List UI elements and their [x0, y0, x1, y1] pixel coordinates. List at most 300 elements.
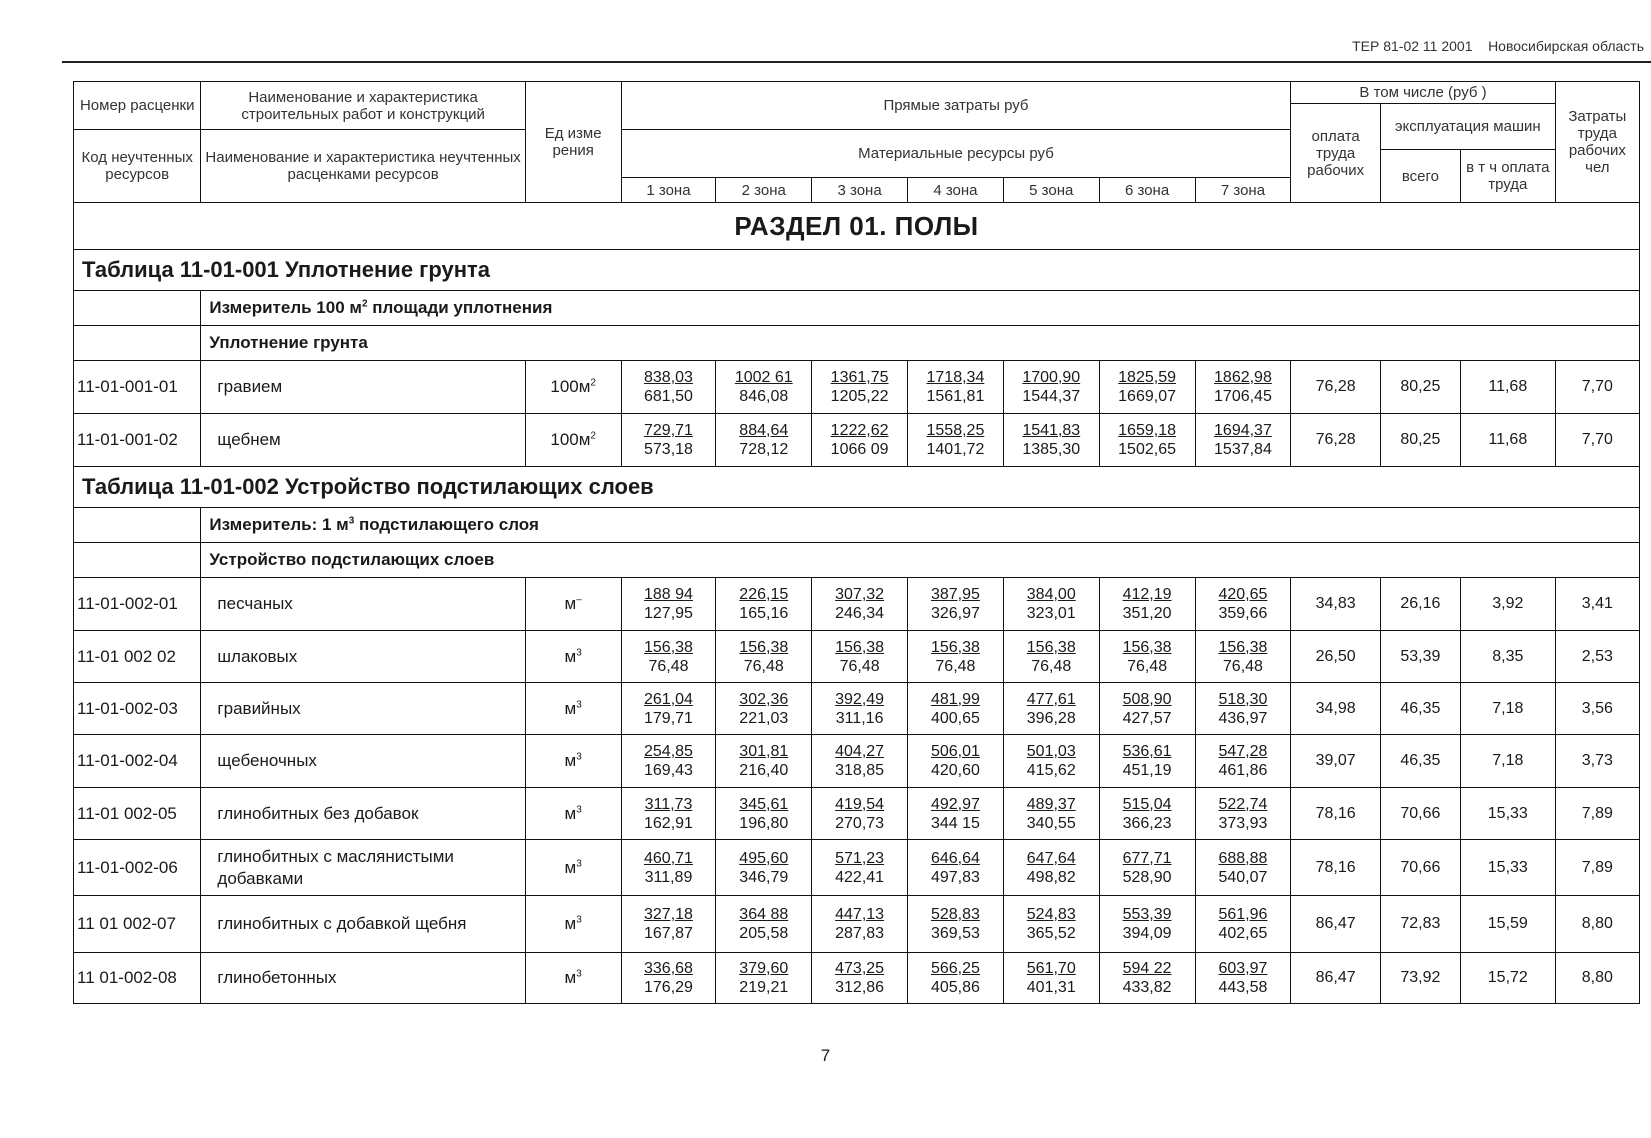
direct-cost: 1002 61 [734, 369, 793, 386]
material-cost: 436,97 [1218, 709, 1268, 727]
document-region: Новосибирская область [1488, 38, 1644, 54]
material-cost: 365,52 [1026, 925, 1076, 942]
unit-exponent: 2 [590, 377, 596, 389]
direct-cost: 364 88 [739, 906, 789, 923]
work-name: глинобитных с добавкой щебня [201, 896, 525, 953]
machines-total-value: 70,66 [1380, 840, 1460, 896]
wages-value: 26,50 [1291, 631, 1381, 683]
direct-cost: 261,04 [644, 690, 693, 708]
material-cost: 1205,22 [830, 388, 889, 405]
direct-cost: 1222,62 [830, 422, 889, 439]
zone-cost-cell [908, 735, 1004, 788]
unit-exponent: 3 [576, 968, 582, 980]
table-title: Таблица 11-01-001 Уплотнение грунта [74, 250, 1640, 291]
direct-cost: 838,03 [644, 369, 693, 386]
zone-cost-cell [621, 788, 716, 840]
zone-cost-cell [812, 896, 908, 953]
unit-text: 100м [550, 430, 591, 449]
zone-cost-cell [716, 361, 812, 414]
material-cost: 394,09 [1122, 925, 1172, 942]
direct-cost: 677,71 [1122, 849, 1172, 867]
table-row [74, 631, 1640, 683]
page-number: 7 [820, 1046, 831, 1065]
zone-header-3: 3 зона [812, 178, 908, 203]
material-cost: 540,07 [1218, 868, 1268, 886]
direct-cost: 571,23 [835, 849, 885, 867]
material-cost: 165,16 [739, 605, 789, 622]
zone-cost-cell [1003, 953, 1099, 1004]
material-cost: 1561,81 [926, 388, 985, 405]
empty-cell [74, 543, 201, 578]
material-cost: 176,29 [644, 979, 693, 996]
work-name: гравийных [201, 683, 525, 735]
material-cost: 127,95 [644, 605, 693, 622]
zone-header-1: 1 зона [621, 178, 716, 203]
direct-cost: 302,36 [739, 690, 789, 708]
wages-value: 34,98 [1291, 683, 1381, 735]
zone-cost-cell [1099, 361, 1195, 414]
zone-cost-cell [1099, 840, 1195, 896]
table-row [74, 788, 1640, 840]
material-cost: 1066 09 [830, 441, 889, 458]
header-resource-name: Наименование и характеристика неучтенных расценками ресурсов [201, 130, 525, 203]
zone-cost-cell [812, 361, 908, 414]
material-cost: 169,43 [644, 762, 693, 779]
work-name: глинобитных без добавок [201, 788, 525, 840]
unit-text: м [564, 914, 577, 933]
machines-wage-value: 15,59 [1460, 896, 1555, 953]
direct-cost: 481,99 [930, 690, 980, 708]
material-cost: 340,55 [1026, 814, 1076, 832]
table-row [74, 414, 1640, 467]
labor-value: 7,70 [1555, 414, 1639, 467]
empty-cell [74, 291, 201, 326]
unit-exponent: – [576, 594, 582, 606]
direct-cost: 501,03 [1026, 743, 1076, 760]
material-cost: 287,83 [835, 925, 885, 942]
zone-header-4: 4 зона [908, 178, 1004, 203]
unit-exponent: 3 [576, 698, 582, 710]
wages-value: 76,28 [1291, 361, 1381, 414]
material-cost: 369,53 [930, 925, 980, 942]
machines-wage-value: 3,92 [1460, 578, 1555, 631]
material-cost: 167,87 [644, 925, 693, 942]
machines-wage-value: 7,18 [1460, 683, 1555, 735]
zone-cost-cell [716, 896, 812, 953]
material-cost: 1706,45 [1214, 388, 1272, 405]
zone-cost-cell [1003, 361, 1099, 414]
material-cost: 1385,30 [1022, 441, 1081, 458]
zone-cost-cell [1003, 578, 1099, 631]
unit-text: м [564, 803, 577, 823]
unit-cell [525, 840, 621, 896]
material-cost: 1669,07 [1118, 388, 1176, 405]
material-cost: 76,48 [1222, 657, 1263, 675]
zone-cost-cell [621, 578, 716, 631]
table-measure [201, 508, 1640, 543]
zone-cost-cell [908, 840, 1004, 896]
material-cost: 443,58 [1218, 979, 1268, 996]
direct-cost: 547,28 [1218, 743, 1268, 760]
work-name: песчаных [201, 578, 525, 631]
zone-cost-cell [716, 735, 812, 788]
zone-cost-cell [1195, 896, 1291, 953]
labor-value: 3,73 [1555, 735, 1639, 788]
header-wages: оплата труда рабочих [1291, 104, 1381, 203]
material-cost: 420,60 [930, 762, 980, 779]
material-cost: 728,12 [739, 441, 789, 458]
zone-cost-cell [812, 414, 908, 467]
rate-code: 11 01 002-07 [74, 896, 201, 953]
document-header [62, 38, 1644, 54]
unit-cell [525, 896, 621, 953]
direct-cost: 188 94 [644, 586, 693, 603]
measure-exponent: 3 [348, 515, 355, 527]
unit-text: м [564, 968, 577, 987]
zone-cost-cell [1099, 788, 1195, 840]
unit-exponent: 3 [576, 646, 582, 658]
table-row [74, 953, 1640, 1004]
material-cost: 318,85 [835, 762, 885, 779]
zone-cost-cell [812, 578, 908, 631]
zone-cost-cell [1195, 578, 1291, 631]
material-cost: 76,48 [1127, 657, 1168, 675]
direct-cost: 254,85 [644, 743, 693, 760]
machines-total-value: 46,35 [1380, 735, 1460, 788]
direct-cost: 156,38 [739, 638, 789, 656]
zone-cost-cell [1195, 683, 1291, 735]
direct-cost: 729,71 [644, 422, 693, 439]
zone-cost-cell [1099, 578, 1195, 631]
direct-cost: 528,83 [930, 906, 980, 923]
table-title: Таблица 11-01-002 Устройство подстилающих слоев [74, 467, 1640, 508]
direct-cost: 566,25 [930, 960, 980, 977]
unit-cell [525, 414, 621, 467]
zone-cost-cell [621, 953, 716, 1004]
zone-cost-cell [1195, 735, 1291, 788]
zone-cost-cell [1195, 361, 1291, 414]
measure-suffix: площади уплотнения [367, 298, 553, 317]
material-cost: 402,65 [1218, 925, 1268, 942]
material-cost: 846,08 [739, 388, 789, 405]
zone-cost-cell [1003, 788, 1099, 840]
direct-cost: 518,30 [1218, 690, 1268, 708]
table-row [74, 683, 1640, 735]
direct-cost: 473,25 [835, 960, 885, 977]
zone-cost-cell [621, 896, 716, 953]
machines-wage-value: 11,68 [1460, 361, 1555, 414]
direct-cost: 1700,90 [1022, 369, 1081, 386]
material-cost: 401,31 [1026, 979, 1076, 996]
material-cost: 396,28 [1026, 709, 1076, 727]
material-cost: 451,19 [1122, 762, 1172, 779]
material-cost: 461,86 [1218, 762, 1268, 779]
direct-cost: 460,71 [644, 849, 693, 867]
direct-cost: 419,54 [835, 795, 885, 813]
material-cost: 312,86 [835, 979, 885, 996]
measure-prefix: Измеритель: 1 м [209, 515, 349, 534]
machines-total-value: 80,25 [1380, 361, 1460, 414]
direct-cost: 1718,34 [926, 369, 985, 386]
machines-wage-value: 7,18 [1460, 735, 1555, 788]
direct-cost: 553,39 [1122, 906, 1172, 923]
labor-value: 8,80 [1555, 953, 1639, 1004]
zone-header-7: 7 зона [1195, 178, 1291, 203]
direct-cost: 492,97 [930, 795, 980, 813]
material-cost: 351,20 [1122, 605, 1172, 622]
zone-cost-cell [908, 896, 1004, 953]
labor-value: 2,53 [1555, 631, 1639, 683]
direct-cost: 412,19 [1122, 586, 1172, 603]
document-reference: ТЕР 81-02 11 2001 [1352, 38, 1473, 54]
direct-cost: 420,65 [1218, 586, 1268, 603]
machines-total-value: 80,25 [1380, 414, 1460, 467]
unit-text: м [564, 594, 577, 613]
labor-value: 8,80 [1555, 896, 1639, 953]
zone-cost-cell [812, 631, 908, 683]
material-cost: 433,82 [1122, 979, 1172, 996]
zone-cost-cell [908, 631, 1004, 683]
unit-text: 100м [550, 377, 591, 396]
header-machines-wage: в т ч оплата труда [1460, 150, 1555, 203]
unit-exponent: 3 [576, 751, 582, 763]
direct-cost: 384,00 [1026, 586, 1076, 603]
zone-cost-cell [812, 735, 908, 788]
material-cost: 344 15 [930, 814, 980, 832]
material-cost: 422,41 [835, 868, 885, 886]
direct-cost: 345,61 [739, 795, 789, 813]
unit-cell [525, 788, 621, 840]
unit-text: м [564, 857, 577, 877]
work-name: щебнем [201, 414, 525, 467]
header-rate-number: Номер расценки [74, 82, 201, 130]
direct-cost: 1825,59 [1118, 369, 1176, 386]
rate-code: 11-01-002-04 [74, 735, 201, 788]
material-cost: 179,71 [644, 709, 693, 727]
table-row [74, 840, 1640, 896]
direct-cost: 603,97 [1218, 960, 1268, 977]
material-cost: 498,82 [1026, 868, 1076, 886]
material-cost: 346,79 [739, 868, 789, 886]
direct-cost: 477,61 [1026, 690, 1076, 708]
material-cost: 221,03 [739, 709, 789, 727]
direct-cost: 489,37 [1026, 795, 1076, 813]
zone-cost-cell [908, 414, 1004, 467]
zone-cost-cell [1003, 414, 1099, 467]
header-including: В том числе (руб ) [1291, 82, 1555, 104]
rate-code: 11-01 002-05 [74, 788, 201, 840]
rate-code: 11-01-002-03 [74, 683, 201, 735]
wages-value: 76,28 [1291, 414, 1381, 467]
zone-cost-cell [1099, 683, 1195, 735]
material-cost: 366,23 [1122, 814, 1172, 832]
zone-cost-cell [621, 361, 716, 414]
unit-exponent: 3 [576, 914, 582, 926]
rate-code: 11-01-001-01 [74, 361, 201, 414]
header-machines: эксплуатация машин [1380, 104, 1555, 150]
machines-total-value: 72,83 [1380, 896, 1460, 953]
labor-value: 7,70 [1555, 361, 1639, 414]
direct-cost: 508,90 [1122, 690, 1172, 708]
zone-cost-cell [621, 414, 716, 467]
material-cost: 219,21 [739, 979, 789, 996]
machines-wage-value: 8,35 [1460, 631, 1555, 683]
direct-cost: 646,64 [930, 849, 980, 867]
direct-cost: 561,96 [1218, 906, 1268, 923]
material-cost: 311,89 [644, 868, 693, 886]
direct-cost: 688,88 [1218, 849, 1268, 867]
measure-suffix: подстилающего слоя [354, 515, 539, 534]
zone-cost-cell [1099, 631, 1195, 683]
direct-cost: 336,68 [644, 960, 693, 977]
unit-cell [525, 578, 621, 631]
work-name: глинобитных с маслянистыми добавками [201, 840, 525, 896]
wages-value: 39,07 [1291, 735, 1381, 788]
labor-value: 7,89 [1555, 840, 1639, 896]
unit-cell [525, 735, 621, 788]
zone-cost-cell [908, 788, 1004, 840]
direct-cost: 156,38 [930, 638, 980, 656]
direct-cost: 536,61 [1122, 743, 1172, 760]
material-cost: 323,01 [1026, 605, 1076, 622]
unit-exponent: 3 [576, 803, 582, 815]
direct-cost: 1361,75 [830, 369, 889, 386]
material-cost: 528,90 [1122, 868, 1172, 886]
zone-cost-cell [1195, 631, 1291, 683]
zone-cost-cell [812, 788, 908, 840]
direct-cost: 647,64 [1026, 849, 1076, 867]
zone-cost-cell [716, 683, 812, 735]
zone-cost-cell [621, 683, 716, 735]
direct-cost: 515,04 [1122, 795, 1172, 813]
direct-cost: 156,38 [1122, 638, 1172, 656]
zone-cost-cell [1099, 896, 1195, 953]
rates-table [73, 81, 1640, 1004]
work-name: гравием [201, 361, 525, 414]
material-cost: 427,57 [1122, 709, 1172, 727]
unit-text: м [564, 751, 577, 770]
direct-cost: 387,95 [930, 586, 980, 603]
direct-cost: 156,38 [644, 638, 693, 656]
unit-cell [525, 683, 621, 735]
material-cost: 246,34 [835, 605, 885, 622]
zone-cost-cell [716, 840, 812, 896]
zone-header-2: 2 зона [716, 178, 812, 203]
material-cost: 359,66 [1218, 605, 1268, 622]
direct-cost: 884,64 [739, 422, 789, 439]
zone-cost-cell [812, 683, 908, 735]
measure-prefix: Измеритель 100 м [209, 298, 362, 317]
zone-cost-cell [812, 953, 908, 1004]
unit-text: м [564, 698, 577, 718]
work-name: щебеночных [201, 735, 525, 788]
work-name: шлаковых [201, 631, 525, 683]
direct-cost: 156,38 [1026, 638, 1076, 656]
material-cost: 415,62 [1026, 762, 1076, 779]
labor-value: 3,56 [1555, 683, 1639, 735]
direct-cost: 327,18 [644, 906, 693, 923]
empty-cell [74, 508, 201, 543]
direct-cost: 495,60 [739, 849, 789, 867]
table-subtitle: Уплотнение грунта [201, 326, 1640, 361]
unit-cell [525, 361, 621, 414]
zone-cost-cell [716, 953, 812, 1004]
header-materials: Материальные ресурсы руб [621, 130, 1291, 178]
header-unit: Ед изме рения [525, 82, 621, 203]
zone-cost-cell [716, 631, 812, 683]
zone-cost-cell [1003, 840, 1099, 896]
wages-value: 78,16 [1291, 788, 1381, 840]
direct-cost: 301,81 [739, 743, 789, 760]
measure-exponent: 2 [361, 298, 368, 310]
rate-code: 11-01-002-01 [74, 578, 201, 631]
rate-code: 11-01-001-02 [74, 414, 201, 467]
material-cost: 497,83 [930, 868, 980, 886]
zone-cost-cell [908, 578, 1004, 631]
zone-cost-cell [716, 788, 812, 840]
zone-cost-cell [1195, 788, 1291, 840]
direct-cost: 379,60 [739, 960, 789, 977]
material-cost: 76,48 [1031, 657, 1072, 675]
rate-code: 11-01-002-06 [74, 840, 201, 896]
direct-cost: 311,73 [644, 795, 693, 813]
material-cost: 76,48 [743, 657, 784, 675]
machines-wage-value: 15,33 [1460, 788, 1555, 840]
material-cost: 1537,84 [1214, 441, 1272, 458]
rate-code: 11 01-002-08 [74, 953, 201, 1004]
material-cost: 162,91 [644, 814, 693, 832]
zone-cost-cell [908, 683, 1004, 735]
unit-exponent: 3 [576, 857, 582, 869]
material-cost: 1401,72 [926, 441, 985, 458]
direct-cost: 1558,25 [926, 422, 985, 439]
header-divider [62, 61, 1651, 63]
zone-cost-cell [621, 840, 716, 896]
labor-value: 3,41 [1555, 578, 1639, 631]
machines-total-value: 70,66 [1380, 788, 1460, 840]
material-cost: 573,18 [644, 441, 693, 458]
material-cost: 216,40 [739, 762, 789, 779]
zone-cost-cell [716, 578, 812, 631]
table-measure [201, 291, 1640, 326]
work-name: глинобетонных [201, 953, 525, 1004]
zone-cost-cell [1003, 896, 1099, 953]
labor-value: 7,89 [1555, 788, 1639, 840]
direct-cost: 156,38 [1218, 638, 1268, 656]
zone-cost-cell [1099, 414, 1195, 467]
zone-cost-cell [908, 953, 1004, 1004]
material-cost: 400,65 [930, 709, 980, 727]
header-labor: Затраты труда рабочих чел [1555, 82, 1639, 203]
machines-total-value: 46,35 [1380, 683, 1460, 735]
zone-cost-cell [812, 840, 908, 896]
direct-cost: 561,70 [1026, 960, 1076, 977]
direct-cost: 392,49 [835, 690, 885, 708]
material-cost: 373,93 [1218, 814, 1268, 832]
machines-total-value: 26,16 [1380, 578, 1460, 631]
material-cost: 311,16 [835, 709, 884, 727]
machines-wage-value: 11,68 [1460, 414, 1555, 467]
machines-total-value: 53,39 [1380, 631, 1460, 683]
machines-wage-value: 15,33 [1460, 840, 1555, 896]
header-machines-total: всего [1380, 150, 1460, 203]
material-cost: 76,48 [648, 657, 689, 675]
material-cost: 405,86 [930, 979, 980, 996]
direct-cost: 594 22 [1122, 960, 1172, 977]
direct-cost: 1694,37 [1214, 422, 1272, 439]
zone-cost-cell [716, 414, 812, 467]
table-row [74, 578, 1640, 631]
